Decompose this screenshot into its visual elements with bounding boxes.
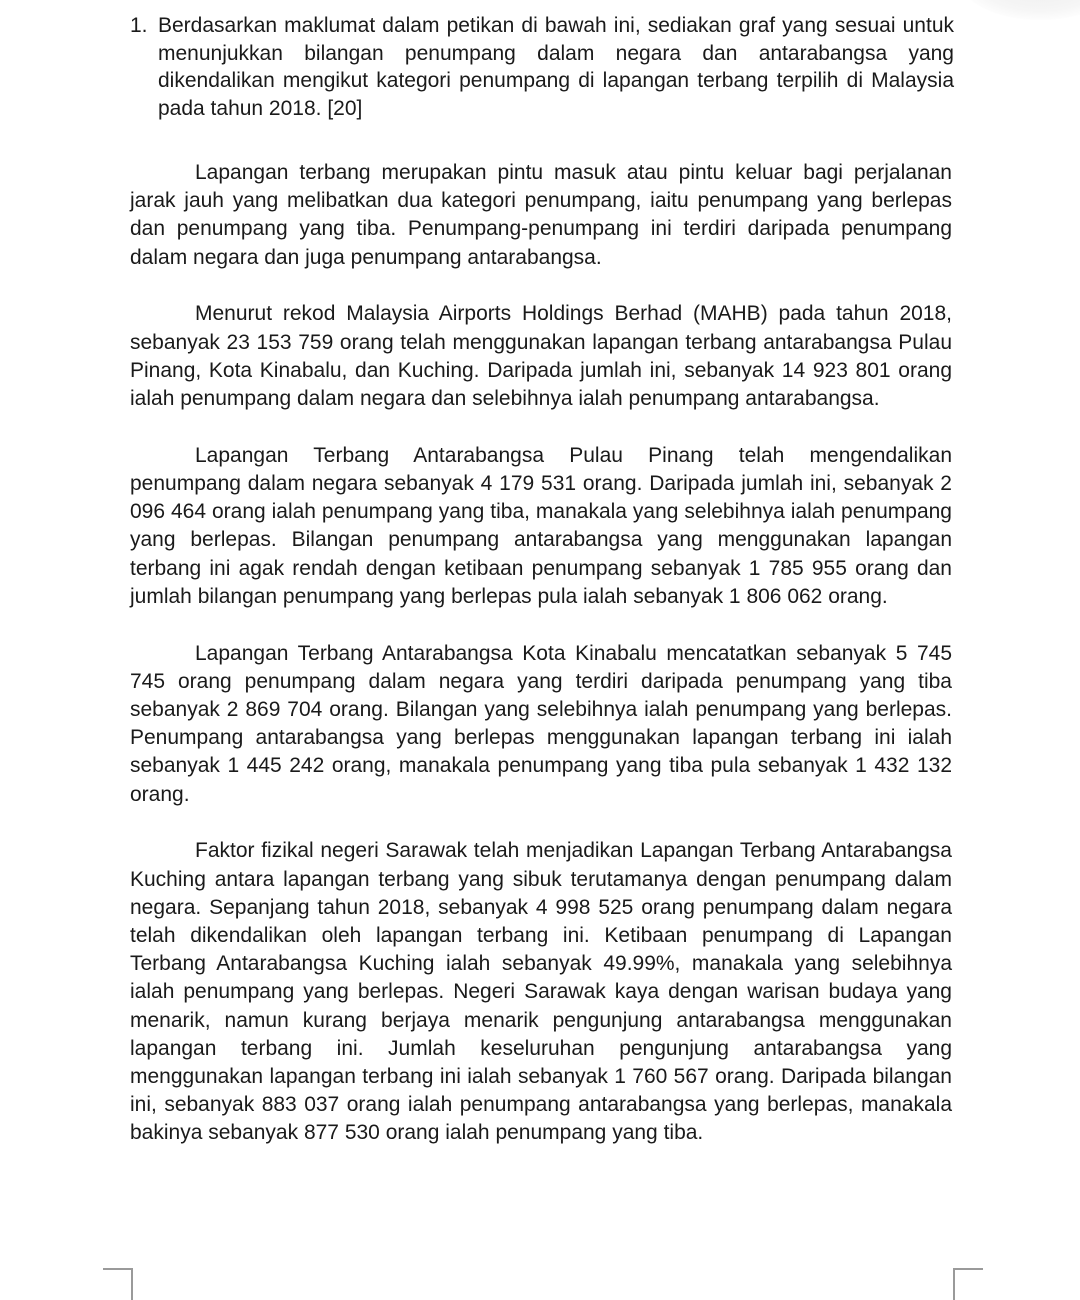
passage-paragraph-3: Lapangan Terbang Antarabangsa Pulau Pinang telah mengendalikan penumpang dalam negara sebanyak 4 179 531 orang. Daripada jumlah ini, sebanyak 2 096 464 orang ialah penumpang yang tiba, manakala yang selebihnya ialah penumpang yang berlepas. Bilangan penumpang antarabangsa yang menggunakan lapangan terbang ini agak rendah dengan ketibaan penumpang sebanyak 1 785 955 orang dan jumlah bilangan penumpang yang berlepas pula ialah sebanyak 1 806 062 orang. — [130, 443, 952, 608]
passage-paragraph-1: Lapangan terbang merupakan pintu masuk atau pintu keluar bagi perjalanan jarak jauh yang melibatkan dua kategori penumpang, iaitu penumpang yang berlepas dan penumpang yang tiba. Penumpang-penumpang ini terdiri daripada penumpang dalam negara dan juga penumpang antarabangsa. — [130, 161, 952, 269]
question-text: Berdasarkan maklumat dalam petikan di bawah ini, sediakan graf yang sesuai untuk menunjukkan bilangan penumpang dalam negara dan antarabangsa yang dikendalikan mengikut kategori penumpang di lapangan terbang terpilih di Malaysia pada tahun 2018. [20] — [158, 14, 954, 120]
question-block — [132, 12, 954, 122]
page-margin-mark-left — [103, 1268, 133, 1300]
question-number: 1. — [130, 14, 148, 37]
passage-paragraph-4: Lapangan Terbang Antarabangsa Kota Kinabalu mencatatkan sebanyak 5 745 745 orang penumpang dalam negara yang terdiri daripada penumpang yang tiba sebanyak 2 869 704 orang. Bilangan yang selebihnya ialah penumpang yang berlepas. Penumpang antarabangsa yang berlepas menggunakan lapangan terbang ini ialah sebanyak 1 445 242 orang, manakala penumpang yang tiba pula sebanyak 1 432 132 orang. — [130, 641, 952, 806]
page-corner-shadow — [960, 0, 1080, 20]
passage-paragraph-5: Faktor fizikal negeri Sarawak telah menjadikan Lapangan Terbang Antarabangsa Kuching antara lapangan terbang yang sibuk terutamanya dengan penumpang dalam negara. Sepanjang tahun 2018, sebanyak 4 998 525 orang penumpang dalam negara telah dikendalikan oleh lapangan terbang ini. Ketibaan penumpang di Lapangan Terbang Antarabangsa Kuching ialah sebanyak 49.99%, manakala yang selebihnya ialah penumpang yang berlepas. Negeri Sarawak kaya dengan warisan budaya yang menarik, namun kurang berjaya menarik pengunjung antarabangsa menggunakan lapangan terbang ini. Jumlah keseluruhan pengunjung antarabangsa yang menggunakan lapangan terbang ini ialah sebanyak 1 760 567 orang. Daripada bilangan ini, sebanyak 883 037 orang ialah penumpang antarabangsa yang berlepas, manakala bakinya sebanyak 877 530 orang ialah penumpang yang tiba. — [130, 839, 952, 1145]
passage-paragraph-2: Menurut rekod Malaysia Airports Holdings Berhad (MAHB) pada tahun 2018, sebanyak 23 153 759 orang telah menggunakan lapangan terbang antarabangsa Pulau Pinang, Kota Kinabalu, dan Kuching. Daripada jumlah ini, sebanyak 14 923 801 orang ialah penumpang dalam negara dan selebihnya ialah penumpang antarabangsa. — [130, 302, 952, 411]
passage — [130, 159, 952, 1176]
page-margin-mark-right — [953, 1268, 983, 1300]
